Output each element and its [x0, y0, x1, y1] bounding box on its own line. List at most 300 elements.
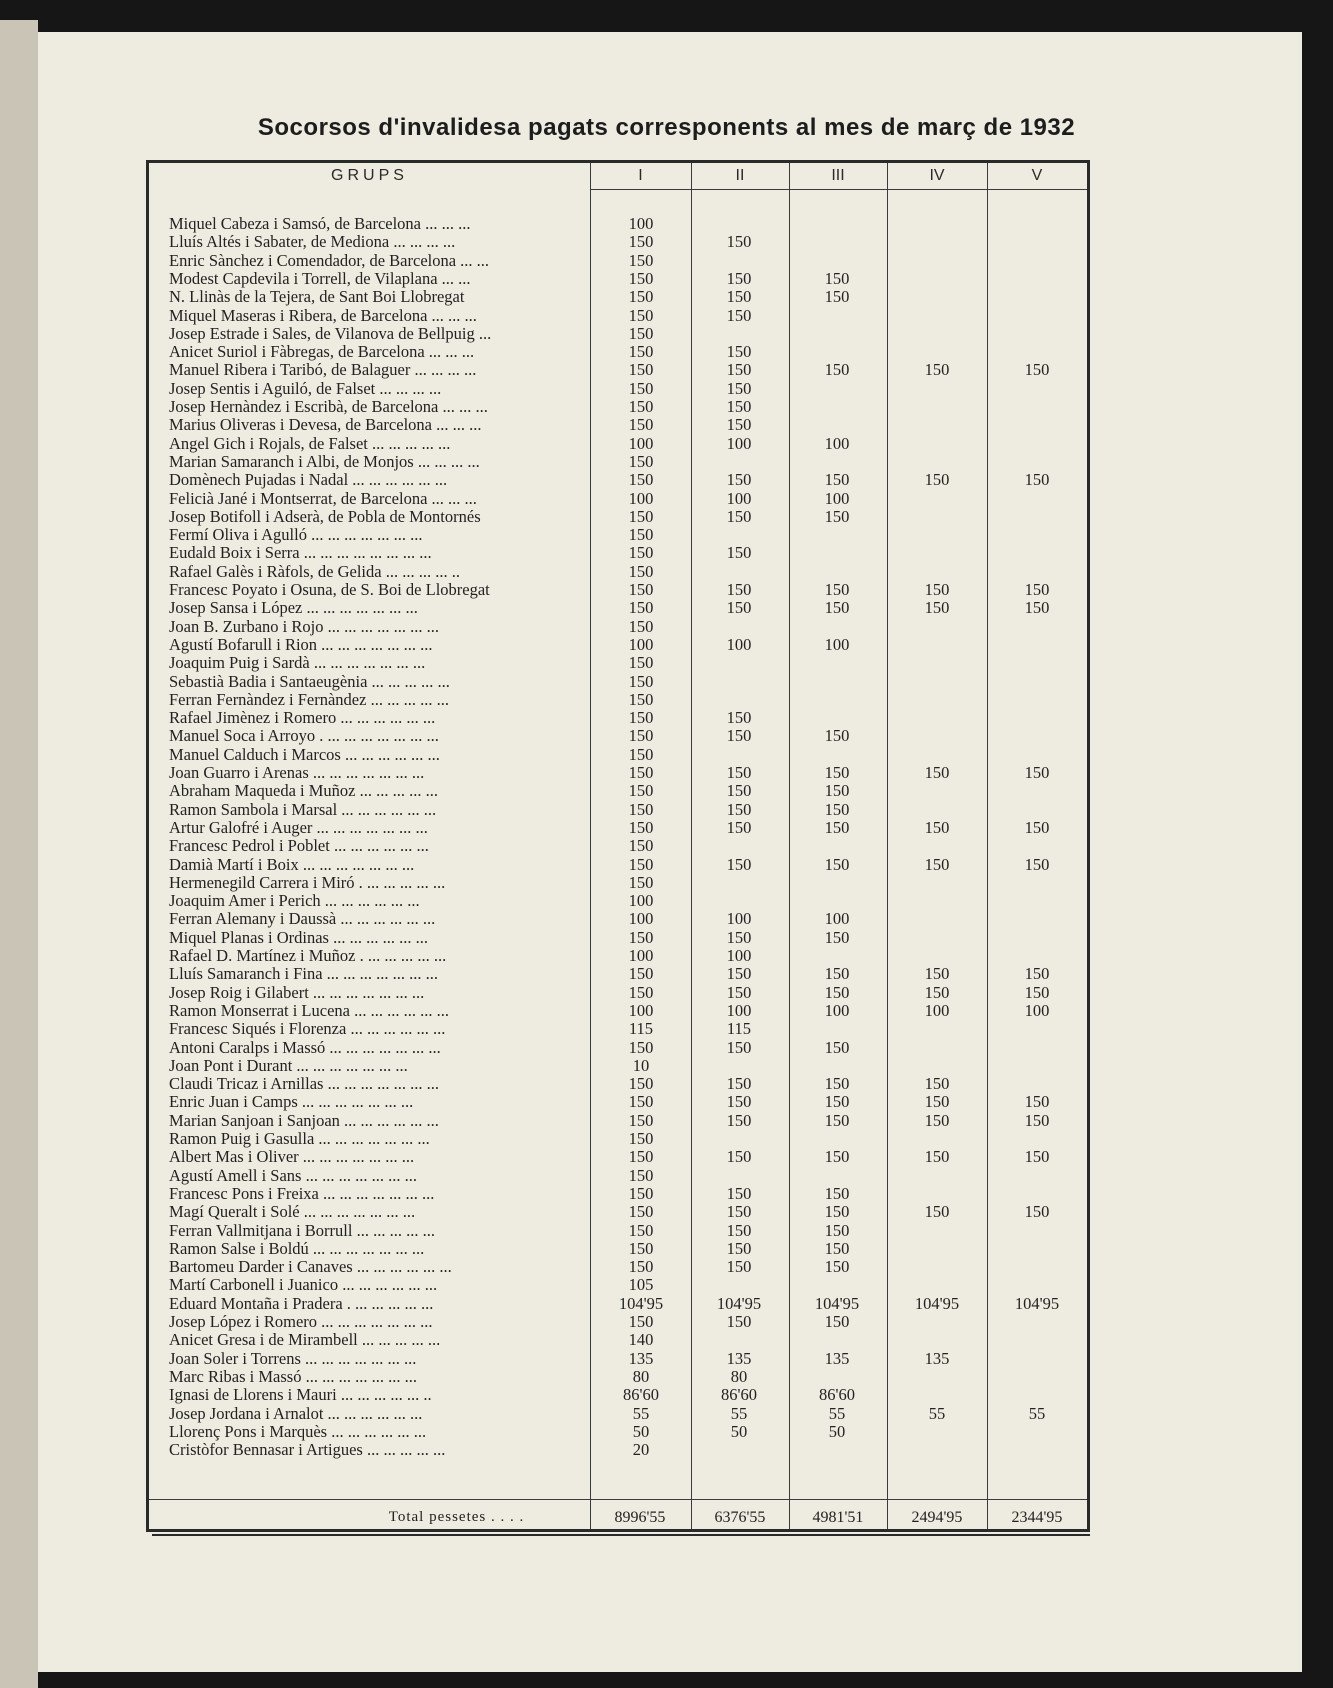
table-cell-col-4: 150: [924, 598, 950, 618]
table-cell-col-5: [997, 1313, 1077, 1331]
table-cell-col-1: 150: [628, 1312, 654, 1331]
table-cell-col-1: 100: [628, 909, 654, 929]
table-cell-col-3: [797, 1276, 877, 1294]
table-cell-col-1: 100: [628, 433, 654, 453]
table-row-name: Enric Sànchez i Comendador, de Barcelona ... ...: [169, 251, 490, 270]
table-cell-col-4: 150: [924, 1202, 950, 1222]
table-cell-col-4: [897, 636, 977, 654]
table-row-name: Domènech Pujadas i Nadal ... ... ... ... ... ...: [169, 471, 448, 490]
table-cell-col-4: [897, 1222, 977, 1240]
table-cell-col-5: [997, 270, 1077, 288]
table-cell-col-5: [997, 453, 1077, 471]
table-cell-col-3: 150: [824, 726, 850, 746]
table-cell-col-3: 150: [824, 1220, 850, 1240]
table-cell-col-1: 150: [628, 506, 654, 526]
table-cell-col-4: [897, 508, 977, 526]
table-row-name: Josep Sansa i López ... ... ... ... ... ... ...: [169, 599, 418, 618]
header-col-ii: II: [735, 167, 745, 184]
table-cell-col-1: 150: [628, 653, 654, 673]
table-row-name: Joan Guarro i Arenas ... ... ... ... ... ... ...: [169, 764, 425, 782]
table-cell-col-4: [897, 691, 977, 709]
table-cell-col-2: 150: [726, 1312, 752, 1331]
table-cell-col-4: [897, 1331, 977, 1349]
table-cell-col-1: 150: [628, 323, 654, 343]
table-cell-col-5: [997, 874, 1077, 892]
table-cell-col-2: 150: [726, 982, 752, 1002]
table-cell-col-5: 150: [1024, 1147, 1050, 1167]
table-cell-col-2: 150: [726, 1147, 752, 1167]
table-cell-col-1: 150: [628, 799, 654, 819]
table-row-name: Modest Capdevila i Torrell, de Vilaplana ... ...: [169, 269, 471, 288]
table-cell-col-4: [897, 288, 977, 306]
table-cell-col-3: 150: [824, 1202, 850, 1222]
table-row-name: Bartomeu Darder i Canaves ... ... ... ... ... ...: [169, 1258, 452, 1277]
table-row-name: Joan Pont i Durant ... ... ... ... ... ... ...: [169, 1056, 408, 1075]
table-cell-col-3: 50: [828, 1421, 846, 1441]
table-cell-col-3: [797, 1057, 877, 1075]
table-cell-col-4: [897, 270, 977, 288]
table-cell-col-3: [797, 673, 877, 691]
table-cell-col-4: [897, 1258, 977, 1276]
table-cell-col-3: [797, 1441, 877, 1459]
table-cell-col-5: 150: [1024, 598, 1050, 618]
table-cell-col-2: [699, 746, 779, 764]
table-cell-col-4: 100: [924, 1000, 950, 1020]
table-cell-col-2: 150: [726, 232, 752, 252]
table-cell-col-1: 150: [628, 580, 654, 599]
table-cell-col-3: 150: [824, 268, 850, 288]
table-row-name: Agustí Bofarull i Rion ... ... ... ... ... ... ...: [169, 635, 433, 654]
table-cell-col-5: [997, 1441, 1077, 1459]
table-cell-col-4: [897, 746, 977, 764]
table-cell-col-3: [797, 563, 877, 581]
table-cell-col-4: [897, 1185, 977, 1203]
table-cell-col-3: 150: [824, 982, 850, 1002]
table-cell-col-2: 150: [726, 342, 752, 362]
table-cell-col-1: 105: [628, 1275, 654, 1295]
total-col-v: 2344'95: [1011, 1509, 1063, 1526]
table-cell-col-2: 150: [726, 964, 752, 984]
table-cell-col-1: 150: [628, 525, 654, 545]
table-cell-col-1: 100: [628, 488, 654, 508]
table-cell-col-1: 150: [628, 470, 654, 490]
table-cell-col-1: 150: [628, 1129, 654, 1148]
table-cell-col-3: 150: [824, 964, 850, 984]
table-cell-col-1: 150: [628, 561, 654, 581]
table-cell-col-3: 150: [824, 360, 850, 380]
table-cell-col-3: [797, 746, 877, 764]
page-title: Socorsos d'invalidesa pagats corresponents al mes de març de 1932: [257, 114, 1076, 141]
table-cell-col-4: [897, 1020, 977, 1038]
table-cell-col-2: [699, 325, 779, 343]
table-cell-col-2: [699, 618, 779, 636]
table-row-name: Josep Botifoll i Adserà, de Pobla de Montornés: [169, 507, 481, 526]
table-cell-col-2: [699, 526, 779, 544]
table-cell-col-1: 100: [628, 891, 654, 911]
table-cell-col-2: 150: [726, 287, 752, 307]
table-cell-col-5: 150: [1024, 580, 1050, 599]
table-cell-col-4: [897, 252, 977, 270]
table-cell-col-2: 150: [726, 506, 752, 526]
table-row-name: Josep Roig i Gilabert ... ... ... ... ... ... ...: [169, 983, 425, 1002]
table-cell-col-4: [897, 654, 977, 672]
table-cell-col-3: [797, 1331, 877, 1349]
table-cell-col-4: [897, 380, 977, 398]
table-row-name: Eudald Boix i Serra ... ... ... ... ... ... ... ...: [169, 544, 432, 563]
table-cell-col-3: 150: [824, 781, 850, 801]
table-cell-col-5: 150: [1024, 982, 1050, 1002]
table-cell-col-5: [997, 416, 1077, 434]
table-cell-col-1: 150: [628, 250, 654, 270]
table-cell-col-3: [797, 874, 877, 892]
table-cell-col-1: 104'95: [618, 1293, 664, 1313]
table-cell-col-5: 55: [1028, 1403, 1046, 1423]
table-cell-col-3: 150: [824, 287, 850, 307]
table-cell-col-4: [897, 874, 977, 892]
table-cell-col-5: [997, 343, 1077, 361]
table-cell-col-4: 150: [924, 360, 950, 380]
table-cell-col-1: 50: [632, 1421, 650, 1441]
table-row-name: Francesc Siqués i Florenza ... ... ... ... ... ...: [169, 1020, 446, 1039]
table-cell-col-2: [699, 1331, 779, 1349]
table-cell-col-1: 150: [628, 689, 654, 709]
adjacent-page-edge: [0, 20, 38, 1688]
header-groups: GRUPS: [331, 167, 408, 184]
table-cell-col-4: [897, 215, 977, 233]
table-cell-col-4: [897, 1240, 977, 1258]
table-cell-col-1: 150: [628, 360, 654, 380]
table-cell-col-2: [699, 837, 779, 855]
table-row-name: N. Llinàs de la Tejera, de Sant Boi Llobregat: [169, 288, 465, 307]
table-cell-col-4: [897, 727, 977, 745]
table-cell-col-3: 150: [824, 1257, 850, 1277]
table-cell-col-2: 150: [726, 1037, 752, 1057]
table-cell-col-5: [997, 1039, 1077, 1057]
table-cell-col-3: [797, 325, 877, 343]
table-cell-col-1: 150: [628, 342, 654, 362]
table-cell-col-5: [997, 288, 1077, 306]
table-cell-col-3: 150: [824, 927, 850, 947]
table-row-name: Ferran Fernàndez i Fernàndez ... ... ... ... ...: [169, 690, 449, 709]
table-row-name: Lluís Altés i Sabater, de Mediona ... ... ... ...: [169, 233, 456, 252]
table-cell-col-4: 150: [924, 580, 950, 599]
table-cell-col-1: 140: [628, 1330, 654, 1350]
table-cell-col-2: 150: [726, 1202, 752, 1222]
table-cell-col-5: [997, 1423, 1077, 1441]
table-cell-col-1: 150: [628, 836, 654, 856]
table-row-name: Angel Gich i Rojals, de Falset ... ... ... ... ...: [169, 434, 451, 453]
table-cell-col-3: 55: [828, 1403, 846, 1423]
table-cell-col-5: 104'95: [1014, 1293, 1060, 1313]
table-cell-col-5: [997, 1240, 1077, 1258]
table-cell-col-3: 150: [824, 580, 850, 599]
table-cell-col-2: 150: [726, 397, 752, 416]
table-cell-col-5: [997, 435, 1077, 453]
table-row-name: Miquel Maseras i Ribera, de Barcelona ... ... ...: [169, 306, 477, 325]
table-cell-col-4: [897, 910, 977, 928]
table-row-name: Llorenç Pons i Marquès ... ... ... ... ... ...: [169, 1422, 427, 1441]
table-cell-col-1: 150: [628, 726, 654, 746]
table-cell-col-4: [897, 1167, 977, 1185]
table-cell-col-2: 150: [726, 378, 752, 398]
table-row-name: Joaquim Amer i Perich ... ... ... ... ... ...: [169, 892, 420, 911]
header-rule: [590, 189, 1087, 190]
table-row-name: Ramon Salse i Boldú ... ... ... ... ... ... ...: [169, 1239, 425, 1258]
table-cell-col-5: [997, 307, 1077, 325]
table-cell-col-5: [997, 709, 1077, 727]
table-cell-col-5: [997, 654, 1077, 672]
table-row-name: Francesc Pons i Freixa ... ... ... ... ... ... ...: [169, 1184, 435, 1203]
table-cell-col-5: [997, 691, 1077, 709]
table-cell-col-5: [997, 544, 1077, 562]
table-cell-col-3: [797, 416, 877, 434]
table-cell-col-1: 150: [628, 817, 654, 837]
table-cell-col-3: [797, 654, 877, 672]
table-cell-col-4: 150: [924, 1147, 950, 1167]
table-cell-col-5: [997, 929, 1077, 947]
table-cell-col-2: [699, 654, 779, 672]
table-cell-col-2: 50: [730, 1421, 748, 1441]
table-cell-col-5: 150: [1024, 1110, 1050, 1130]
table-cell-col-3: 150: [824, 763, 850, 782]
table-row-name: Marian Sanjoan i Sanjoan ... ... ... ... ... ...: [169, 1111, 439, 1130]
table-cell-col-4: [897, 453, 977, 471]
table-cell-col-5: [997, 892, 1077, 910]
table-cell-col-4: [897, 801, 977, 819]
table-cell-col-5: [997, 490, 1077, 508]
table-cell-col-1: 150: [628, 1074, 654, 1094]
table-cell-col-3: 100: [824, 909, 850, 929]
table-cell-col-2: [699, 1057, 779, 1075]
table-cell-col-5: [997, 526, 1077, 544]
table-cell-col-3: [797, 618, 877, 636]
table-cell-col-3: 100: [824, 433, 850, 453]
table-cell-col-1: 150: [628, 1165, 654, 1185]
table-cell-col-1: 150: [628, 543, 654, 563]
table-row-name: Manuel Calduch i Marcos ... ... ... ... ... ...: [169, 745, 440, 764]
table-cell-col-4: [897, 343, 977, 361]
table-cell-col-4: [897, 618, 977, 636]
table-cell-col-1: 80: [632, 1366, 650, 1386]
table-cell-col-1: 150: [628, 781, 654, 801]
table-cell-col-2: 150: [726, 817, 752, 837]
table-cell-col-5: 150: [1024, 763, 1050, 782]
table-row-name: Marc Ribas i Massó ... ... ... ... ... ... ...: [169, 1367, 417, 1386]
table-cell-col-2: 150: [726, 726, 752, 746]
table-cell-col-3: [797, 1130, 877, 1148]
table-cell-col-3: 150: [824, 598, 850, 618]
table-cell-col-2: 104'95: [716, 1293, 762, 1313]
table-row-name: Josep Hernàndez i Escribà, de Barcelona ... ... ...: [169, 398, 488, 416]
table-cell-col-1: 150: [628, 415, 654, 435]
table-cell-col-3: [797, 1020, 877, 1038]
table-cell-col-4: [897, 1441, 977, 1459]
table-row-name: Ramon Puig i Gasulla ... ... ... ... ... ... ...: [169, 1130, 430, 1148]
table-cell-col-2: [699, 1276, 779, 1294]
table-cell-col-5: [997, 673, 1077, 691]
table-cell-col-2: [699, 691, 779, 709]
table-cell-col-1: 150: [628, 1183, 654, 1203]
table-cell-col-4: [897, 1386, 977, 1404]
table-cell-col-5: 100: [1024, 1000, 1050, 1020]
table-cell-col-1: 10: [632, 1055, 650, 1075]
table-cell-col-2: 150: [726, 708, 752, 728]
table-row-name: Joan B. Zurbano i Rojo ... ... ... ... ... ... ...: [169, 617, 439, 636]
table-cell-col-5: 150: [1024, 817, 1050, 837]
table-cell-col-5: [997, 252, 1077, 270]
table-cell-col-2: 150: [726, 781, 752, 801]
table-cell-col-5: [997, 746, 1077, 764]
table-cell-col-5: [997, 1350, 1077, 1368]
table-cell-col-2: 150: [726, 305, 752, 325]
table-cell-col-1: 150: [628, 268, 654, 288]
table-row-name: Marian Samaranch i Albi, de Monjos ... ... ... ...: [169, 452, 480, 471]
table-cell-col-4: [897, 1368, 977, 1386]
table-cell-col-2: [699, 563, 779, 581]
table-cell-col-2: 150: [726, 598, 752, 618]
table-cell-col-1: 100: [628, 214, 654, 233]
table-cell-col-1: 150: [628, 616, 654, 636]
table-cell-col-5: [997, 398, 1077, 416]
total-col-iv: 2494'95: [911, 1509, 963, 1526]
table-cell-col-5: [997, 947, 1077, 965]
table-cell-col-4: 150: [924, 982, 950, 1002]
table-cell-col-4: 150: [924, 1110, 950, 1130]
table-cell-col-3: 100: [824, 488, 850, 508]
table-row-name: Eduard Montaña i Pradera . ... ... ... ... ...: [169, 1294, 434, 1313]
table-cell-col-5: [997, 1276, 1077, 1294]
table-cell-col-4: 150: [924, 964, 950, 984]
table-row-name: Miquel Cabeza i Samsó, de Barcelona ... ... ...: [169, 215, 471, 233]
table-cell-col-1: 150: [628, 1257, 654, 1277]
table-row-name: Abraham Maqueda i Muñoz ... ... ... ... ...: [169, 782, 438, 801]
table-cell-col-4: [897, 1313, 977, 1331]
table-cell-col-3: [797, 837, 877, 855]
total-label: Total pessetes . . . .: [388, 1509, 525, 1525]
table-cell-col-3: 150: [824, 1238, 850, 1258]
table-cell-col-3: [797, 544, 877, 562]
table-cell-col-1: 150: [628, 1202, 654, 1222]
pensions-table: [146, 160, 1090, 1532]
table-cell-col-3: [797, 526, 877, 544]
table-cell-col-3: 150: [824, 1312, 850, 1331]
table-cell-col-1: 150: [628, 854, 654, 874]
table-cell-col-2: 100: [726, 1000, 752, 1020]
table-cell-col-3: [797, 947, 877, 965]
table-cell-col-5: [997, 1075, 1077, 1093]
table-cell-col-2: [699, 892, 779, 910]
table-bottom-rule: [152, 1534, 1090, 1536]
table-cell-col-2: 150: [726, 1074, 752, 1094]
table-cell-col-1: 100: [628, 1000, 654, 1020]
table-row-name: Anicet Suriol i Fàbregas, de Barcelona ... ... ...: [169, 343, 475, 362]
table-cell-col-1: 150: [628, 378, 654, 398]
table-row-name: Josep Estrade i Sales, de Vilanova de Bellpuig ...: [169, 324, 492, 343]
table-row-name: Rafael Jimènez i Romero ... ... ... ... ... ...: [169, 709, 436, 728]
table-cell-col-2: [699, 215, 779, 233]
table-row-name: Claudi Tricaz i Arnillas ... ... ... ... ... ... ...: [169, 1075, 439, 1094]
table-cell-col-3: 150: [824, 470, 850, 490]
table-cell-col-2: 100: [726, 433, 752, 453]
table-cell-col-3: 104'95: [814, 1293, 860, 1313]
table-row-name: Joan Soler i Torrens ... ... ... ... ... ... ...: [169, 1349, 417, 1368]
table-cell-col-1: 150: [628, 1238, 654, 1258]
table-cell-col-2: [699, 1167, 779, 1185]
table-cell-col-5: [997, 782, 1077, 800]
table-cell-col-2: [699, 1441, 779, 1459]
table-cell-col-2: 150: [726, 415, 752, 435]
table-cell-col-2: 150: [726, 1110, 752, 1130]
table-cell-col-4: [897, 1276, 977, 1294]
table-cell-col-3: [797, 1368, 877, 1386]
table-cell-col-2: 55: [730, 1403, 748, 1423]
table-cell-col-4: [897, 1130, 977, 1148]
header-col-iv: IV: [929, 167, 945, 184]
table-cell-col-4: [897, 526, 977, 544]
table-cell-col-3: [797, 1167, 877, 1185]
total-col-iii: 4981'51: [812, 1509, 864, 1526]
table-cell-col-2: 150: [726, 854, 752, 874]
table-cell-col-4: [897, 416, 977, 434]
header-col-v: V: [1031, 167, 1043, 184]
table-cell-col-2: 100: [726, 488, 752, 508]
table-cell-col-3: 150: [824, 1037, 850, 1057]
total-rule: [149, 1499, 1087, 1500]
table-row-name: Antoni Caralps i Massó ... ... ... ... ... ... ...: [169, 1038, 441, 1057]
table-cell-col-4: [897, 709, 977, 727]
table-cell-col-1: 150: [628, 232, 654, 252]
table-cell-col-2: 150: [726, 1257, 752, 1277]
table-cell-col-3: [797, 343, 877, 361]
table-cell-col-5: 150: [1024, 470, 1050, 490]
table-row-name: Enric Juan i Camps ... ... ... ... ... ... ...: [169, 1093, 414, 1112]
table-cell-col-2: 150: [726, 1183, 752, 1203]
column-divider: [789, 163, 790, 1529]
table-cell-col-3: [797, 252, 877, 270]
table-cell-col-5: [997, 1222, 1077, 1240]
table-cell-col-3: [797, 453, 877, 471]
table-cell-col-4: [897, 435, 977, 453]
table-row-name: Ferran Alemany i Daussà ... ... ... ... ... ...: [169, 910, 436, 929]
table-cell-col-4: 135: [924, 1348, 950, 1368]
table-cell-col-2: 100: [726, 946, 752, 965]
table-cell-col-5: 150: [1024, 1092, 1050, 1112]
table-cell-col-5: [997, 563, 1077, 581]
table-row-name: Josep Jordana i Arnalot ... ... ... ... ... ...: [169, 1404, 423, 1423]
table-cell-col-5: [997, 801, 1077, 819]
table-cell-col-2: 150: [726, 580, 752, 599]
table-cell-col-4: 150: [924, 1092, 950, 1112]
table-cell-col-3: 150: [824, 799, 850, 819]
table-cell-col-5: [997, 1185, 1077, 1203]
table-cell-col-1: 150: [628, 982, 654, 1002]
table-cell-col-2: 100: [726, 634, 752, 654]
table-cell-col-2: 150: [726, 1238, 752, 1258]
table-cell-col-4: [897, 325, 977, 343]
table-cell-col-3: [797, 398, 877, 416]
table-cell-col-3: [797, 691, 877, 709]
table-cell-col-4: [897, 233, 977, 251]
table-cell-col-1: 150: [628, 598, 654, 618]
table-cell-col-2: 86'60: [721, 1385, 757, 1405]
table-cell-col-1: 150: [628, 671, 654, 691]
table-cell-col-4: 55: [928, 1403, 946, 1423]
table-cell-col-3: [797, 709, 877, 727]
table-cell-col-4: [897, 782, 977, 800]
table-cell-col-4: 104'95: [914, 1293, 960, 1313]
table-cell-col-1: 150: [628, 927, 654, 947]
table-cell-col-3: 135: [824, 1348, 850, 1368]
